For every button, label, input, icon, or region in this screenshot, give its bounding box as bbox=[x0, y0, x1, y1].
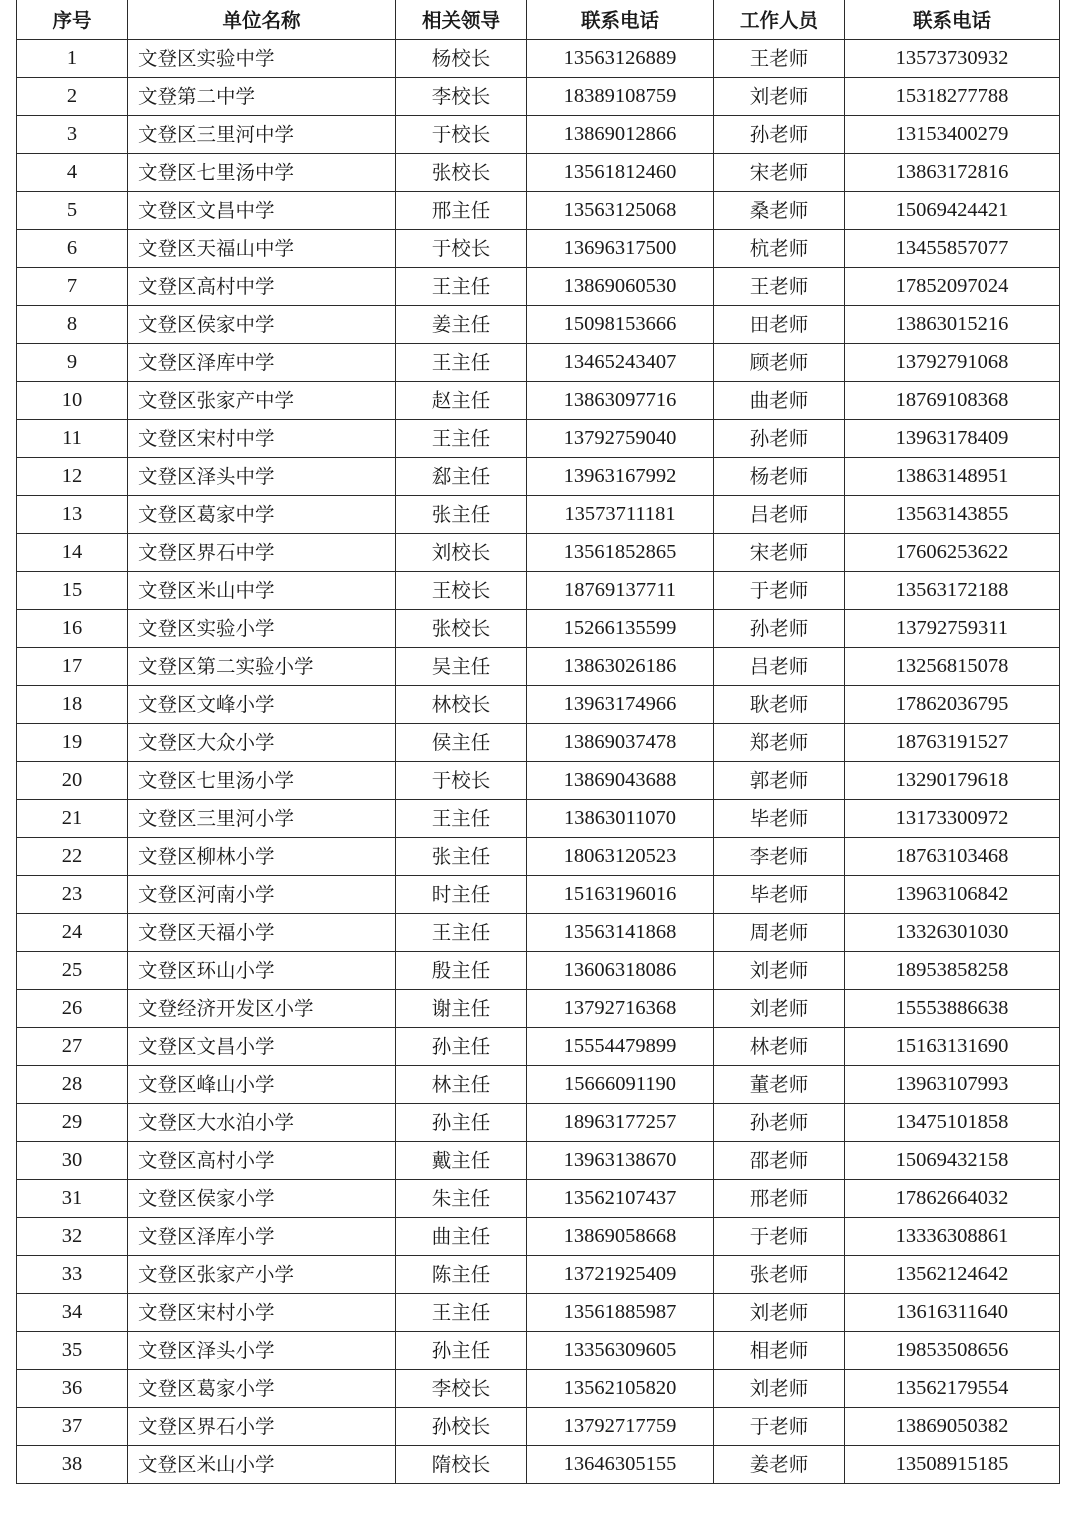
cell-staff: 刘老师 bbox=[714, 1370, 845, 1408]
cell-leader-phone: 13606318086 bbox=[527, 952, 714, 990]
cell-unit-name: 文登区米山小学 bbox=[128, 1446, 396, 1484]
cell-staff: 宋老师 bbox=[714, 534, 845, 572]
cell-index: 3 bbox=[17, 116, 128, 154]
table-row bbox=[17, 458, 1060, 496]
table-row bbox=[17, 648, 1060, 686]
table-row bbox=[17, 1104, 1060, 1142]
cell-index: 14 bbox=[17, 534, 128, 572]
table-row bbox=[17, 534, 1060, 572]
cell-leader-phone: 13869037478 bbox=[527, 724, 714, 762]
header-leader: 相关领导 bbox=[396, 1, 527, 40]
cell-unit-name: 文登区文昌中学 bbox=[128, 192, 396, 230]
cell-leader-phone: 13561812460 bbox=[527, 154, 714, 192]
table-row bbox=[17, 382, 1060, 420]
cell-staff: 孙老师 bbox=[714, 116, 845, 154]
cell-unit-name: 文登区天福山中学 bbox=[128, 230, 396, 268]
cell-leader-phone: 13963167992 bbox=[527, 458, 714, 496]
table-row bbox=[17, 230, 1060, 268]
cell-staff-phone: 13290179618 bbox=[845, 762, 1060, 800]
cell-unit-name: 文登区葛家中学 bbox=[128, 496, 396, 534]
cell-leader: 张主任 bbox=[396, 496, 527, 534]
table-body bbox=[17, 40, 1060, 1484]
cell-staff: 顾老师 bbox=[714, 344, 845, 382]
cell-unit-name: 文登区实验小学 bbox=[128, 610, 396, 648]
table-row bbox=[17, 686, 1060, 724]
cell-unit-name: 文登区宋村小学 bbox=[128, 1294, 396, 1332]
cell-unit-name: 文登区三里河小学 bbox=[128, 800, 396, 838]
cell-index: 33 bbox=[17, 1256, 128, 1294]
cell-leader-phone: 13465243407 bbox=[527, 344, 714, 382]
cell-leader: 孙校长 bbox=[396, 1408, 527, 1446]
cell-staff-phone: 13863015216 bbox=[845, 306, 1060, 344]
cell-index: 7 bbox=[17, 268, 128, 306]
header-staff: 工作人员 bbox=[714, 1, 845, 40]
cell-index: 11 bbox=[17, 420, 128, 458]
cell-leader-phone: 13562107437 bbox=[527, 1180, 714, 1218]
table-row bbox=[17, 572, 1060, 610]
cell-index: 32 bbox=[17, 1218, 128, 1256]
cell-leader-phone: 13573711181 bbox=[527, 496, 714, 534]
cell-staff-phone: 15163131690 bbox=[845, 1028, 1060, 1066]
cell-unit-name: 文登区界石中学 bbox=[128, 534, 396, 572]
cell-unit-name: 文登区三里河中学 bbox=[128, 116, 396, 154]
cell-staff-phone: 15069432158 bbox=[845, 1142, 1060, 1180]
cell-index: 5 bbox=[17, 192, 128, 230]
cell-staff-phone: 13863148951 bbox=[845, 458, 1060, 496]
cell-unit-name: 文登第二中学 bbox=[128, 78, 396, 116]
cell-unit-name: 文登区大众小学 bbox=[128, 724, 396, 762]
cell-staff: 田老师 bbox=[714, 306, 845, 344]
cell-staff-phone: 13455857077 bbox=[845, 230, 1060, 268]
header-staff-phone: 联系电话 bbox=[845, 1, 1060, 40]
cell-leader: 朱主任 bbox=[396, 1180, 527, 1218]
cell-leader: 曲主任 bbox=[396, 1218, 527, 1256]
cell-leader: 谢主任 bbox=[396, 990, 527, 1028]
cell-staff: 毕老师 bbox=[714, 876, 845, 914]
cell-index: 23 bbox=[17, 876, 128, 914]
cell-index: 26 bbox=[17, 990, 128, 1028]
cell-leader-phone: 13963138670 bbox=[527, 1142, 714, 1180]
cell-staff: 刘老师 bbox=[714, 1294, 845, 1332]
cell-unit-name: 文登区高村小学 bbox=[128, 1142, 396, 1180]
table-row bbox=[17, 838, 1060, 876]
cell-leader: 于校长 bbox=[396, 230, 527, 268]
table-row bbox=[17, 952, 1060, 990]
cell-index: 1 bbox=[17, 40, 128, 78]
cell-index: 38 bbox=[17, 1446, 128, 1484]
cell-staff-phone: 17862036795 bbox=[845, 686, 1060, 724]
cell-staff-phone: 18769108368 bbox=[845, 382, 1060, 420]
cell-staff-phone: 17852097024 bbox=[845, 268, 1060, 306]
cell-unit-name: 文登区实验中学 bbox=[128, 40, 396, 78]
table-row bbox=[17, 800, 1060, 838]
cell-unit-name: 文登区七里汤小学 bbox=[128, 762, 396, 800]
cell-unit-name: 文登区张家产小学 bbox=[128, 1256, 396, 1294]
cell-leader: 王校长 bbox=[396, 572, 527, 610]
cell-leader: 张主任 bbox=[396, 838, 527, 876]
table-row bbox=[17, 1446, 1060, 1484]
cell-leader: 孙主任 bbox=[396, 1332, 527, 1370]
cell-unit-name: 文登区张家产中学 bbox=[128, 382, 396, 420]
cell-leader-phone: 13869060530 bbox=[527, 268, 714, 306]
cell-index: 30 bbox=[17, 1142, 128, 1180]
cell-unit-name: 文登区大水泊小学 bbox=[128, 1104, 396, 1142]
table-row bbox=[17, 876, 1060, 914]
cell-staff: 刘老师 bbox=[714, 952, 845, 990]
cell-staff: 杭老师 bbox=[714, 230, 845, 268]
cell-leader-phone: 13563141868 bbox=[527, 914, 714, 952]
table-row bbox=[17, 116, 1060, 154]
cell-index: 10 bbox=[17, 382, 128, 420]
cell-staff-phone: 17862664032 bbox=[845, 1180, 1060, 1218]
cell-leader-phone: 13561852865 bbox=[527, 534, 714, 572]
cell-index: 21 bbox=[17, 800, 128, 838]
cell-staff: 毕老师 bbox=[714, 800, 845, 838]
cell-leader: 王主任 bbox=[396, 268, 527, 306]
table-row bbox=[17, 1028, 1060, 1066]
table-row bbox=[17, 990, 1060, 1028]
cell-staff: 孙老师 bbox=[714, 610, 845, 648]
cell-index: 6 bbox=[17, 230, 128, 268]
cell-staff: 曲老师 bbox=[714, 382, 845, 420]
cell-staff-phone: 15553886638 bbox=[845, 990, 1060, 1028]
cell-staff-phone: 13562124642 bbox=[845, 1256, 1060, 1294]
cell-leader-phone: 18389108759 bbox=[527, 78, 714, 116]
cell-leader: 张校长 bbox=[396, 610, 527, 648]
cell-leader-phone: 13721925409 bbox=[527, 1256, 714, 1294]
cell-staff-phone: 13153400279 bbox=[845, 116, 1060, 154]
table-row bbox=[17, 610, 1060, 648]
cell-leader: 孙主任 bbox=[396, 1028, 527, 1066]
cell-index: 15 bbox=[17, 572, 128, 610]
cell-staff-phone: 13869050382 bbox=[845, 1408, 1060, 1446]
cell-leader-phone: 13563126889 bbox=[527, 40, 714, 78]
cell-leader: 孙主任 bbox=[396, 1104, 527, 1142]
cell-staff: 郑老师 bbox=[714, 724, 845, 762]
cell-leader: 陈主任 bbox=[396, 1256, 527, 1294]
cell-staff: 李老师 bbox=[714, 838, 845, 876]
cell-leader-phone: 13563125068 bbox=[527, 192, 714, 230]
cell-index: 19 bbox=[17, 724, 128, 762]
cell-leader: 王主任 bbox=[396, 914, 527, 952]
cell-unit-name: 文登区泽头中学 bbox=[128, 458, 396, 496]
cell-staff-phone: 19853508656 bbox=[845, 1332, 1060, 1370]
table-row bbox=[17, 154, 1060, 192]
table-row bbox=[17, 1218, 1060, 1256]
cell-unit-name: 文登区文峰小学 bbox=[128, 686, 396, 724]
cell-leader-phone: 13869043688 bbox=[527, 762, 714, 800]
cell-staff: 邵老师 bbox=[714, 1142, 845, 1180]
cell-leader-phone: 15554479899 bbox=[527, 1028, 714, 1066]
header-unit-name: 单位名称 bbox=[128, 1, 396, 40]
cell-staff-phone: 13562179554 bbox=[845, 1370, 1060, 1408]
cell-leader: 时主任 bbox=[396, 876, 527, 914]
cell-staff-phone: 15318277788 bbox=[845, 78, 1060, 116]
cell-staff-phone: 13173300972 bbox=[845, 800, 1060, 838]
cell-unit-name: 文登区天福小学 bbox=[128, 914, 396, 952]
table-row bbox=[17, 192, 1060, 230]
cell-unit-name: 文登区泽库小学 bbox=[128, 1218, 396, 1256]
cell-unit-name: 文登区环山小学 bbox=[128, 952, 396, 990]
cell-index: 2 bbox=[17, 78, 128, 116]
cell-staff-phone: 17606253622 bbox=[845, 534, 1060, 572]
cell-staff: 孙老师 bbox=[714, 420, 845, 458]
cell-staff-phone: 13563143855 bbox=[845, 496, 1060, 534]
cell-leader: 林主任 bbox=[396, 1066, 527, 1104]
cell-staff: 刘老师 bbox=[714, 78, 845, 116]
cell-leader: 张校长 bbox=[396, 154, 527, 192]
cell-staff: 吕老师 bbox=[714, 496, 845, 534]
cell-staff: 桑老师 bbox=[714, 192, 845, 230]
cell-staff: 郭老师 bbox=[714, 762, 845, 800]
cell-unit-name: 文登区葛家小学 bbox=[128, 1370, 396, 1408]
cell-index: 18 bbox=[17, 686, 128, 724]
cell-staff: 邢老师 bbox=[714, 1180, 845, 1218]
cell-leader-phone: 13792759040 bbox=[527, 420, 714, 458]
cell-leader: 刘校长 bbox=[396, 534, 527, 572]
cell-leader-phone: 15666091190 bbox=[527, 1066, 714, 1104]
cell-leader: 王主任 bbox=[396, 1294, 527, 1332]
cell-leader-phone: 13561885987 bbox=[527, 1294, 714, 1332]
cell-unit-name: 文登经济开发区小学 bbox=[128, 990, 396, 1028]
cell-staff-phone: 13475101858 bbox=[845, 1104, 1060, 1142]
cell-index: 12 bbox=[17, 458, 128, 496]
cell-unit-name: 文登区泽库中学 bbox=[128, 344, 396, 382]
cell-leader: 李校长 bbox=[396, 1370, 527, 1408]
cell-staff: 于老师 bbox=[714, 1218, 845, 1256]
cell-index: 37 bbox=[17, 1408, 128, 1446]
cell-unit-name: 文登区界石小学 bbox=[128, 1408, 396, 1446]
cell-staff: 姜老师 bbox=[714, 1446, 845, 1484]
cell-index: 22 bbox=[17, 838, 128, 876]
cell-staff-phone: 18763191527 bbox=[845, 724, 1060, 762]
cell-leader: 李校长 bbox=[396, 78, 527, 116]
cell-index: 8 bbox=[17, 306, 128, 344]
cell-unit-name: 文登区峰山小学 bbox=[128, 1066, 396, 1104]
cell-leader: 侯主任 bbox=[396, 724, 527, 762]
table-row bbox=[17, 1370, 1060, 1408]
cell-staff-phone: 13616311640 bbox=[845, 1294, 1060, 1332]
table-row bbox=[17, 1256, 1060, 1294]
table-row bbox=[17, 40, 1060, 78]
cell-leader-phone: 13863026186 bbox=[527, 648, 714, 686]
cell-staff: 董老师 bbox=[714, 1066, 845, 1104]
table-row bbox=[17, 1332, 1060, 1370]
cell-unit-name: 文登区侯家中学 bbox=[128, 306, 396, 344]
cell-staff-phone: 18953858258 bbox=[845, 952, 1060, 990]
cell-leader-phone: 13963174966 bbox=[527, 686, 714, 724]
header-row bbox=[17, 1, 1060, 40]
cell-index: 31 bbox=[17, 1180, 128, 1218]
cell-leader-phone: 18769137711 bbox=[527, 572, 714, 610]
cell-leader: 隋校长 bbox=[396, 1446, 527, 1484]
cell-index: 28 bbox=[17, 1066, 128, 1104]
cell-leader-phone: 18063120523 bbox=[527, 838, 714, 876]
cell-index: 25 bbox=[17, 952, 128, 990]
cell-staff-phone: 13963107993 bbox=[845, 1066, 1060, 1104]
cell-staff: 王老师 bbox=[714, 268, 845, 306]
cell-index: 16 bbox=[17, 610, 128, 648]
cell-leader: 邢主任 bbox=[396, 192, 527, 230]
cell-unit-name: 文登区第二实验小学 bbox=[128, 648, 396, 686]
cell-leader: 王主任 bbox=[396, 800, 527, 838]
header-index: 序号 bbox=[17, 1, 128, 40]
cell-staff-phone: 13863172816 bbox=[845, 154, 1060, 192]
cell-leader-phone: 13869058668 bbox=[527, 1218, 714, 1256]
cell-unit-name: 文登区侯家小学 bbox=[128, 1180, 396, 1218]
cell-staff-phone: 13792759311 bbox=[845, 610, 1060, 648]
cell-staff-phone: 13508915185 bbox=[845, 1446, 1060, 1484]
cell-staff: 吕老师 bbox=[714, 648, 845, 686]
header-leader-phone: 联系电话 bbox=[527, 1, 714, 40]
cell-leader: 戴主任 bbox=[396, 1142, 527, 1180]
cell-unit-name: 文登区七里汤中学 bbox=[128, 154, 396, 192]
cell-staff: 周老师 bbox=[714, 914, 845, 952]
cell-unit-name: 文登区高村中学 bbox=[128, 268, 396, 306]
cell-leader: 于校长 bbox=[396, 762, 527, 800]
cell-leader-phone: 13646305155 bbox=[527, 1446, 714, 1484]
cell-staff: 林老师 bbox=[714, 1028, 845, 1066]
table-row bbox=[17, 1142, 1060, 1180]
table-row bbox=[17, 762, 1060, 800]
cell-leader: 姜主任 bbox=[396, 306, 527, 344]
cell-leader: 吴主任 bbox=[396, 648, 527, 686]
cell-leader: 王主任 bbox=[396, 344, 527, 382]
cell-leader-phone: 13869012866 bbox=[527, 116, 714, 154]
cell-staff: 宋老师 bbox=[714, 154, 845, 192]
cell-leader-phone: 13562105820 bbox=[527, 1370, 714, 1408]
cell-leader: 郄主任 bbox=[396, 458, 527, 496]
cell-staff-phone: 13792791068 bbox=[845, 344, 1060, 382]
cell-leader-phone: 18963177257 bbox=[527, 1104, 714, 1142]
table-row bbox=[17, 724, 1060, 762]
cell-unit-name: 文登区泽头小学 bbox=[128, 1332, 396, 1370]
cell-index: 9 bbox=[17, 344, 128, 382]
cell-leader-phone: 15098153666 bbox=[527, 306, 714, 344]
cell-index: 34 bbox=[17, 1294, 128, 1332]
cell-unit-name: 文登区柳林小学 bbox=[128, 838, 396, 876]
cell-staff: 于老师 bbox=[714, 572, 845, 610]
cell-leader: 杨校长 bbox=[396, 40, 527, 78]
cell-leader-phone: 13863097716 bbox=[527, 382, 714, 420]
cell-leader: 于校长 bbox=[396, 116, 527, 154]
cell-leader-phone: 15266135599 bbox=[527, 610, 714, 648]
cell-staff: 于老师 bbox=[714, 1408, 845, 1446]
cell-staff-phone: 13563172188 bbox=[845, 572, 1060, 610]
cell-index: 20 bbox=[17, 762, 128, 800]
table-row bbox=[17, 1408, 1060, 1446]
cell-index: 29 bbox=[17, 1104, 128, 1142]
cell-staff-phone: 13963178409 bbox=[845, 420, 1060, 458]
cell-leader-phone: 13792716368 bbox=[527, 990, 714, 1028]
cell-index: 35 bbox=[17, 1332, 128, 1370]
cell-staff: 杨老师 bbox=[714, 458, 845, 496]
table-row bbox=[17, 78, 1060, 116]
cell-staff-phone: 13326301030 bbox=[845, 914, 1060, 952]
table-row bbox=[17, 1066, 1060, 1104]
table-row bbox=[17, 268, 1060, 306]
table-row bbox=[17, 496, 1060, 534]
cell-unit-name: 文登区宋村中学 bbox=[128, 420, 396, 458]
cell-leader: 殷主任 bbox=[396, 952, 527, 990]
cell-staff-phone: 13573730932 bbox=[845, 40, 1060, 78]
cell-leader: 王主任 bbox=[396, 420, 527, 458]
cell-leader: 赵主任 bbox=[396, 382, 527, 420]
contact-table bbox=[16, 0, 1060, 1484]
cell-unit-name: 文登区河南小学 bbox=[128, 876, 396, 914]
table-row bbox=[17, 914, 1060, 952]
cell-staff: 张老师 bbox=[714, 1256, 845, 1294]
table-header bbox=[17, 1, 1060, 40]
cell-leader-phone: 13356309605 bbox=[527, 1332, 714, 1370]
cell-unit-name: 文登区米山中学 bbox=[128, 572, 396, 610]
cell-leader-phone: 13792717759 bbox=[527, 1408, 714, 1446]
cell-staff-phone: 15069424421 bbox=[845, 192, 1060, 230]
cell-leader-phone: 15163196016 bbox=[527, 876, 714, 914]
cell-staff: 耿老师 bbox=[714, 686, 845, 724]
cell-leader-phone: 13696317500 bbox=[527, 230, 714, 268]
cell-index: 24 bbox=[17, 914, 128, 952]
cell-unit-name: 文登区文昌小学 bbox=[128, 1028, 396, 1066]
cell-index: 36 bbox=[17, 1370, 128, 1408]
table-row bbox=[17, 1180, 1060, 1218]
cell-staff: 相老师 bbox=[714, 1332, 845, 1370]
cell-index: 4 bbox=[17, 154, 128, 192]
cell-staff-phone: 13963106842 bbox=[845, 876, 1060, 914]
table-row bbox=[17, 344, 1060, 382]
cell-staff-phone: 18763103468 bbox=[845, 838, 1060, 876]
table-row bbox=[17, 420, 1060, 458]
cell-leader-phone: 13863011070 bbox=[527, 800, 714, 838]
cell-staff: 刘老师 bbox=[714, 990, 845, 1028]
cell-staff: 孙老师 bbox=[714, 1104, 845, 1142]
cell-staff: 王老师 bbox=[714, 40, 845, 78]
cell-staff-phone: 13336308861 bbox=[845, 1218, 1060, 1256]
cell-index: 27 bbox=[17, 1028, 128, 1066]
cell-leader: 林校长 bbox=[396, 686, 527, 724]
table-row bbox=[17, 1294, 1060, 1332]
table-row bbox=[17, 306, 1060, 344]
cell-index: 13 bbox=[17, 496, 128, 534]
cell-staff-phone: 13256815078 bbox=[845, 648, 1060, 686]
cell-index: 17 bbox=[17, 648, 128, 686]
